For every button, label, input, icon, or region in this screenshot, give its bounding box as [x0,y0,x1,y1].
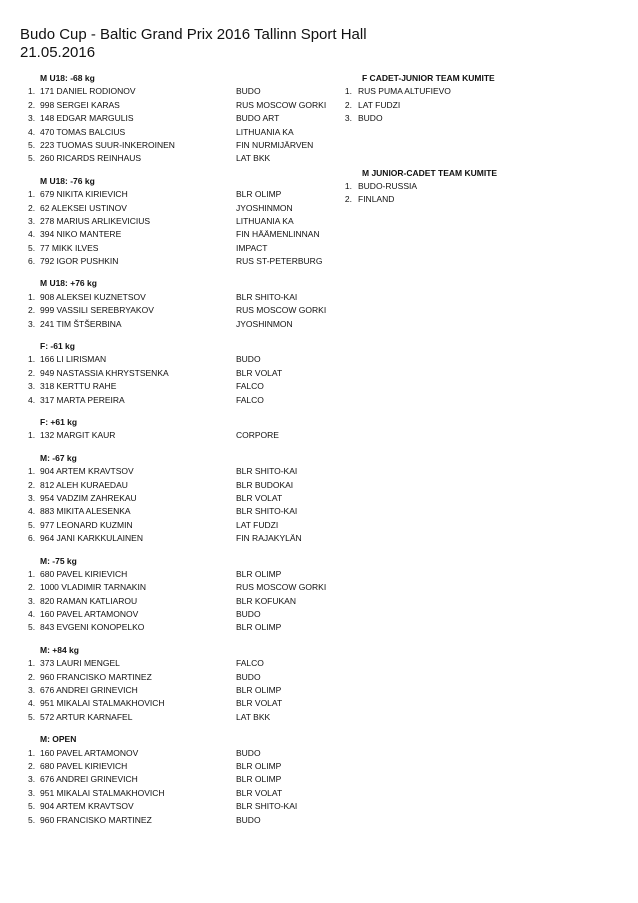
club-name: BLR OLIMP [236,189,282,200]
team-name: LAT FUDZI [358,99,401,110]
place-number: 1. [28,658,36,669]
competitor-name: 820 RAMAN KATLIAROU [40,595,138,606]
competitor-name: 949 NASTASSIA KHRYSTSENKA [40,367,169,378]
club-name: FALCO [236,658,264,669]
place-number: 5. [28,622,36,633]
competitor-name: 960 FRANCISKO MARTINEZ [40,814,152,825]
competitor-name: 62 ALEKSEI USTINOV [40,202,127,213]
club-name: JYOSHINMON [236,202,293,213]
place-number: 1. [28,466,36,477]
result-row [28,760,368,773]
competitor-name: 951 MIKALAI STALMAKHOVICH [40,698,165,709]
competitor-name: 132 MARGIT KAUR [40,430,116,441]
place-number: 1. [28,189,36,200]
result-row [28,800,368,813]
competitor-name: 843 EVGENI KONOPELKO [40,622,145,633]
result-row [28,657,368,670]
place-number: 5. [28,519,36,530]
place-number: 3. [28,381,36,392]
place-number: 1. [28,354,36,365]
club-name: LAT FUDZI [236,519,279,530]
competitor-name: 679 NIKITA KIRIEVICH [40,189,128,200]
place-number: 2. [28,582,36,593]
team-results-column [340,72,620,248]
place-number: 3. [28,787,36,798]
club-name: BUDO [236,671,261,682]
category-title: F: -61 kg [40,341,75,352]
club-name: LITHUANIA KA [236,126,294,137]
result-row [28,394,368,407]
place-number: 3. [28,774,36,785]
result-row [28,353,368,366]
result-row [28,465,368,478]
competitor-name: 998 SERGEI KARAS [40,99,120,110]
competitor-name: 676 ANDREI GRINEVICH [40,685,138,696]
place-number: 3. [28,685,36,696]
competitor-name: 904 ARTEM KRAVTSOV [40,801,134,812]
club-name: RUS ST-PETERBURG [236,256,323,267]
competitor-name: 166 LI LIRISMAN [40,354,107,365]
club-name: RUS MOSCOW GORKI [236,305,327,316]
place-number: 1. [28,430,36,441]
club-name: BLR SHITO-KAI [236,466,298,477]
result-row [28,492,368,505]
competitor-name: 470 TOMAS BALCIUS [40,126,126,137]
team-event-title: F CADET-JUNIOR TEAM KUMITE [362,73,495,83]
result-row [28,367,368,380]
result-row [28,139,368,152]
competitor-name: 317 MARTA PEREIRA [40,394,125,405]
club-name: CORPORE [236,430,279,441]
result-row [28,711,368,724]
place-number: 5. [28,242,36,253]
club-name: FIN RAJAKYLÄN [236,533,302,544]
place-number: 1. [28,747,36,758]
competitor-name: 792 IGOR PUSHKIN [40,256,119,267]
result-row [28,581,368,594]
result-row [28,814,368,827]
competitor-name: 77 MIKK ILVES [40,242,99,253]
place-number: 3. [28,595,36,606]
team-result-row [340,99,620,112]
club-name: BLR SHITO-KAI [236,801,298,812]
club-name: JYOSHINMON [236,318,293,329]
category-title: M U18: -68 kg [40,73,95,83]
team-event-block [340,167,620,207]
competitor-name: 954 VADZIM ZAHREKAU [40,492,137,503]
club-name: FIN NURMIJÄRVEN [236,139,314,150]
club-name: FALCO [236,394,264,405]
result-row [28,99,368,112]
result-row [28,505,368,518]
category-block [28,452,368,546]
result-row [28,773,368,786]
club-name: BLR VOLAT [236,492,283,503]
place-number: 2. [28,367,36,378]
individual-results-column [28,72,368,836]
place-number: 4. [28,394,36,405]
team-event-block [340,72,620,126]
category-block [28,277,368,331]
team-name: RUS PUMA ALTUFIEVO [358,86,451,97]
result-row [28,215,368,228]
place-number: 1. [344,180,352,191]
club-name: BLR OLIMP [236,760,282,771]
place-number: 4. [28,506,36,517]
competitor-name: 960 FRANCISKO MARTINEZ [40,671,152,682]
competitor-name: 160 PAVEL ARTAMONOV [40,609,139,620]
club-name: BUDO [236,354,261,365]
category-title: M: +84 kg [40,644,79,655]
category-block [28,644,368,724]
place-number: 5. [28,801,36,812]
club-name: FALCO [236,381,264,392]
club-name: BLR SHITO-KAI [236,506,298,517]
competitor-name: 148 EDGAR MARGULIS [40,113,134,124]
club-name: BLR OLIMP [236,622,282,633]
competitor-name: 171 DANIEL RODIONOV [40,86,136,97]
club-name: BLR KOFUKAN [236,595,296,606]
club-name: RUS MOSCOW GORKI [236,582,327,593]
category-title: M U18: -76 kg [40,175,95,186]
team-event-title: M JUNIOR-CADET TEAM KUMITE [362,167,498,178]
competitor-name: 908 ALEKSEI KUZNETSOV [40,291,146,302]
result-row [28,519,368,532]
result-row [28,304,368,317]
team-name: BUDO-RUSSIA [358,180,418,191]
result-row [28,291,368,304]
place-number: 4. [28,126,36,137]
club-name: BLR VOLAT [236,787,283,798]
competitor-name: 1000 VLADIMIR TARNAKIN [40,582,146,593]
result-row [28,318,368,331]
club-name: BLR VOLAT [236,698,283,709]
result-row [28,242,368,255]
category-block [28,555,368,635]
place-number: 4. [28,698,36,709]
competitor-name: 160 PAVEL ARTAMONOV [40,747,139,758]
competitor-name: 260 RICARDS REINHAUS [40,153,142,164]
place-number: 3. [28,113,36,124]
club-name: BLR VOLAT [236,367,283,378]
competitor-name: 680 PAVEL KIRIEVICH [40,568,128,579]
category-title: M: OPEN [40,734,77,745]
category-title: M: -75 kg [40,555,77,566]
place-number: 2. [28,671,36,682]
result-row [28,747,368,760]
category-block [28,733,368,827]
team-result-row [340,85,620,98]
competitor-name: 680 PAVEL KIRIEVICH [40,760,128,771]
competitor-name: 394 NIKO MANTERE [40,229,122,240]
competitor-name: 572 ARTUR KARNAFEL [40,711,133,722]
competitor-name: 999 VASSILI SEREBRYAKOV [40,305,154,316]
club-name: LAT BKK [236,711,271,722]
competitor-name: 223 TUOMAS SUUR-INKEROINEN [40,139,175,150]
team-result-row [340,193,620,206]
category-title: M: -67 kg [40,452,77,463]
result-row [28,684,368,697]
result-row [28,152,368,165]
place-number: 1. [28,291,36,302]
team-name: FINLAND [358,194,395,205]
category-block [28,72,368,166]
place-number: 5. [28,139,36,150]
place-number: 1. [344,86,352,97]
club-name: RUS MOSCOW GORKI [236,99,327,110]
team-result-row [340,180,620,193]
category-block [28,340,368,407]
place-number: 2. [28,760,36,771]
category-title: F: +61 kg [40,416,78,427]
place-number: 2. [344,194,352,205]
place-number: 3. [28,215,36,226]
place-number: 4. [28,229,36,240]
place-number: 5. [28,814,36,825]
place-number: 5. [28,153,36,164]
place-number: 4. [28,609,36,620]
competitor-name: 812 ALEH KURAEDAU [40,479,128,490]
result-row [28,532,368,545]
result-row [28,228,368,241]
club-name: BLR BUDOKAI [236,479,294,490]
place-number: 3. [28,492,36,503]
place-number: 2. [28,202,36,213]
club-name: BUDO [236,747,261,758]
result-row [28,479,368,492]
result-row [28,697,368,710]
club-name: BLR OLIMP [236,774,282,785]
document-title [20,26,367,62]
club-name: FIN HÄÄMENLINNAN [236,229,320,240]
result-row [28,85,368,98]
event-date: 21.05.2016 [20,44,96,61]
place-number: 2. [28,99,36,110]
place-number: 6. [28,256,36,267]
category-block [28,416,368,443]
place-number: 3. [344,113,352,124]
competitor-name: 318 KERTTU RAHE [40,381,117,392]
club-name: BUDO ART [236,113,280,124]
club-name: BLR SHITO-KAI [236,291,298,302]
result-row [28,787,368,800]
result-row [28,255,368,268]
competitor-name: 951 MIKALAI STALMAKHOVICH [40,787,165,798]
result-row [28,671,368,684]
result-row [28,380,368,393]
place-number: 1. [28,568,36,579]
competitor-name: 676 ANDREI GRINEVICH [40,774,138,785]
result-row [28,621,368,634]
club-name: BLR OLIMP [236,685,282,696]
place-number: 5. [28,711,36,722]
result-row [28,188,368,201]
team-result-row [340,112,620,125]
result-row [28,595,368,608]
competitor-name: 964 JANI KARKKULAINEN [40,533,143,544]
category-title: M U18: +76 kg [40,278,97,289]
club-name: BUDO [236,86,261,97]
club-name: BUDO [236,814,261,825]
event-title: Budo Cup - Baltic Grand Prix 2016 Tallinn Sport Hall [20,26,367,43]
result-row [28,568,368,581]
club-name: IMPACT [236,242,268,253]
place-number: 2. [28,479,36,490]
club-name: BUDO [236,609,261,620]
result-row [28,608,368,621]
club-name: BLR OLIMP [236,568,282,579]
result-row [28,429,368,442]
competitor-name: 904 ARTEM KRAVTSOV [40,466,134,477]
club-name: LAT BKK [236,153,271,164]
place-number: 2. [28,305,36,316]
competitor-name: 278 MARIUS ARLIKEVICIUS [40,215,151,226]
category-block [28,175,368,269]
result-row [28,202,368,215]
club-name: LITHUANIA KA [236,215,294,226]
place-number: 1. [28,86,36,97]
place-number: 6. [28,533,36,544]
competitor-name: 241 TIM ŠTŠERBINA [40,318,122,329]
team-name: BUDO [358,113,383,124]
competitor-name: 373 LAURI MENGEL [40,658,120,669]
competitor-name: 977 LEONARD KUZMIN [40,519,133,530]
result-row [28,112,368,125]
competitor-name: 883 MIKITA ALESENKA [40,506,131,517]
place-number: 3. [28,318,36,329]
result-row [28,126,368,139]
place-number: 2. [344,99,352,110]
